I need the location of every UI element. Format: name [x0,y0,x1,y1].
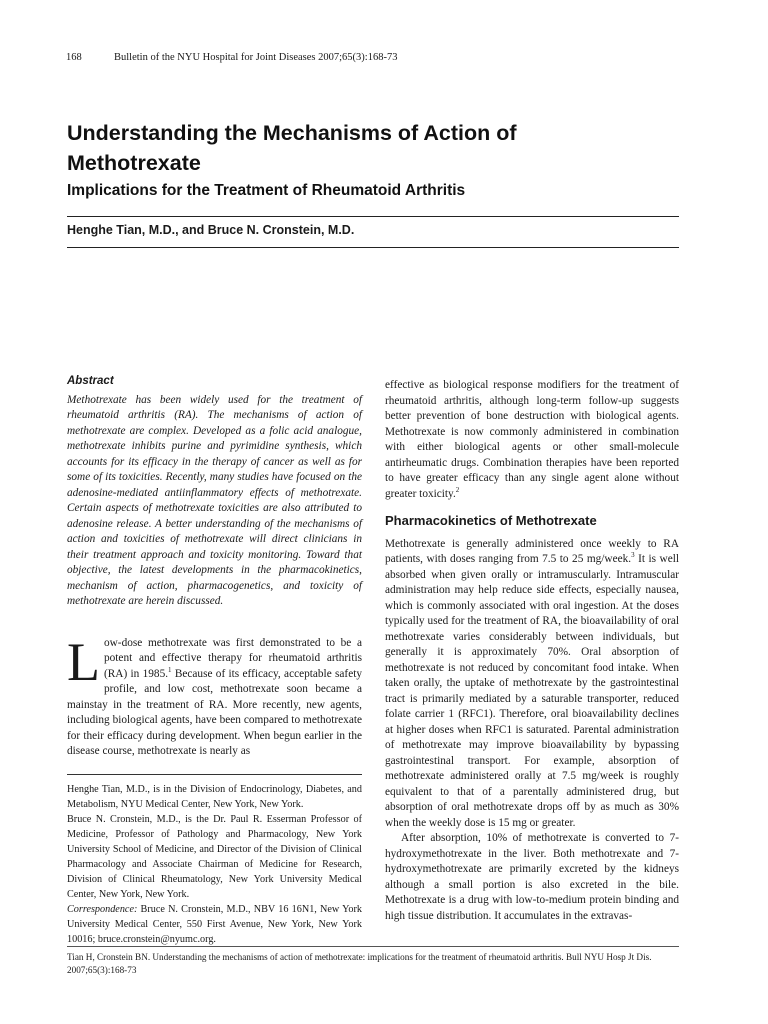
correspondence [67,902,362,947]
correspondence-text: Bruce N. Cronstein, M.D., NBV 16 16N1, New York University Medical Center, 550 First Avenue, New York, New York 10016; bruce.cronstein@nyumc.org. [67,903,362,945]
article-subtitle: Implications for the Treatment of Rheumatoid Arthritis [67,182,466,199]
abstract-heading: Abstract [67,375,114,387]
paragraph-1 [385,378,679,502]
title-block [67,118,679,200]
intro-paragraph [67,631,362,760]
footnote-divider [67,774,362,775]
paragraph-2b-text: It is well absorbed when given orally or intramuscularly. Intramuscular administration may help reduce side effects, especially nausea, which is commonly associated with oral ingestion. At the doses typically used for the treatment of RA, the bioavailability of oral methotrexate varies considerably between individuals, but generally it is approximately 70%. Oral absorption of methotrexate is not reduced by concomitant food intake. When taken orally, the uptake of methotrexate by the gastrointestinal tract is primarily mediated by a saturable transporter, reduced folate carrier 1 (RFC1). Therefore, oral bioavailability declines at higher doses when RFC1 is saturated. Parental administration of methotrexate may improve bioavailability by bypassing gastrointestinal transport. For example, absorption of methotrexate administered orally at 7.5 mg/week is roughly equivalent to that of a parentally administered drug, but absorption of oral methotrexate drops off by as much as 30% when the weekly dose is 15 mg or greater. [385,553,679,829]
section-heading: Pharmacokinetics of Methotrexate [385,513,597,528]
correspondence-label: Correspondence: [67,903,138,915]
journal-citation: Bulletin of the NYU Hospital for Joint Diseases 2007;65(3):168-73 [114,52,398,63]
drop-cap: L [67,631,100,692]
running-header [66,52,397,63]
paragraph-2a-text: Methotrexate is generally administered once weekly to RA patients, with doses ranging from 7.5 to 25 mg/week. [385,537,679,565]
intro-text-a: ow-dose methotrexate was first demonstrated to be a potent and effective therapy for rheumatoid arthritis (RA) in 1985. [104,636,362,680]
paragraph-2 [385,537,679,832]
article-title [67,118,679,178]
title-line-1: Understanding the Mechanisms of Action of [67,121,517,145]
right-column [385,378,679,924]
paragraph-1-text: effective as biological response modifiers for the treatment of rheumatoid arthritis, although long-term follow-up suggests better prevention of bone destruction with biological agents. Methotrexate is now commonly administered in combination with either biological agents or other small-molecule antirheumatic drugs. Combination therapies have been reported to have greater efficacy than any single agent alone without greater toxicity. [385,379,679,500]
title-line-2: Methotrexate [67,151,201,175]
citation-footer: Tian H, Cronstein BN. Understanding the mechanisms of action of methotrexate: implications for the treatment of rheumatoid arthritis. Bull NYU Hosp Jt Dis. 2007;65(3):168-73 [67,952,652,975]
reference-3: 3 [631,551,635,560]
affiliation-2: Bruce N. Cronstein, M.D., is the Dr. Paul R. Esserman Professor of Medicine, Professor of Pathology and Pharmacology, New York University School of Medicine, and Director of the Division of Clinical Pharmacology and Associate Chairman of Medicine for Research, Division of Clinical Rheumatology, New York University Medical Center, New York, New York. [67,813,362,900]
abstract-text: Methotrexate has been widely used for the treatment of rheumatoid arthritis (RA). The mechanisms of action of methotrexate are complex. Developed as a folic acid analogue, methotrexate inhibits purine and pyrimidine synthesis, which accounts for its efficacy in the therapy of cancer as well as for some of its toxicities. Recently, many studies have focused on the adenosine-mediated antiinflammatory effects of methotrexate. Certain aspects of methotrexate toxicities are also attributed to adenosine release. A better understanding of the mechanisms of action and toxicities of methotrexate will direct clinicians in their treatment approach and toxicity monitoring. Toward that objective, the latest developments in the pharmacokinetics, mechanism of action, pharmacogenetics, and toxicity of methotrexate are herein discussed. [67,393,362,607]
author-line: Henghe Tian, M.D., and Bruce N. Cronstein, M.D. [67,223,355,237]
citation-divider [67,946,679,947]
title-divider-top [67,216,679,217]
title-divider-bottom [67,247,679,248]
reference-1: 1 [168,665,172,674]
intro-text-b: Because of its efficacy, acceptable safety profile, and low cost, methotrexate soon became a mainstay in the treatment of RA. More recently, new agents, including biological agents, have been compared to methotrexate for their efficacy during development. When begun earlier in the disease course, methotrexate is nearly as [67,667,362,757]
affiliation-1: Henghe Tian, M.D., is in the Division of Endocrinology, Diabetes, and Metabolism, NYU Medical Center, New York, New York. [67,783,362,810]
reference-2: 2 [455,485,460,494]
page-number: 168 [66,52,82,63]
paragraph-3: After absorption, 10% of methotrexate is converted to 7-hydroxymethotrexate in the liver. Both methotrexate and 7-hydroxymethotrexate are primarily excreted by the kidneys although a small portion is also excreted in the bile. Methotrexate is a drug with low-to-medium protein binding and high tissue distribution. It accumulates in the extravas- [385,832,679,922]
left-column [67,374,362,947]
